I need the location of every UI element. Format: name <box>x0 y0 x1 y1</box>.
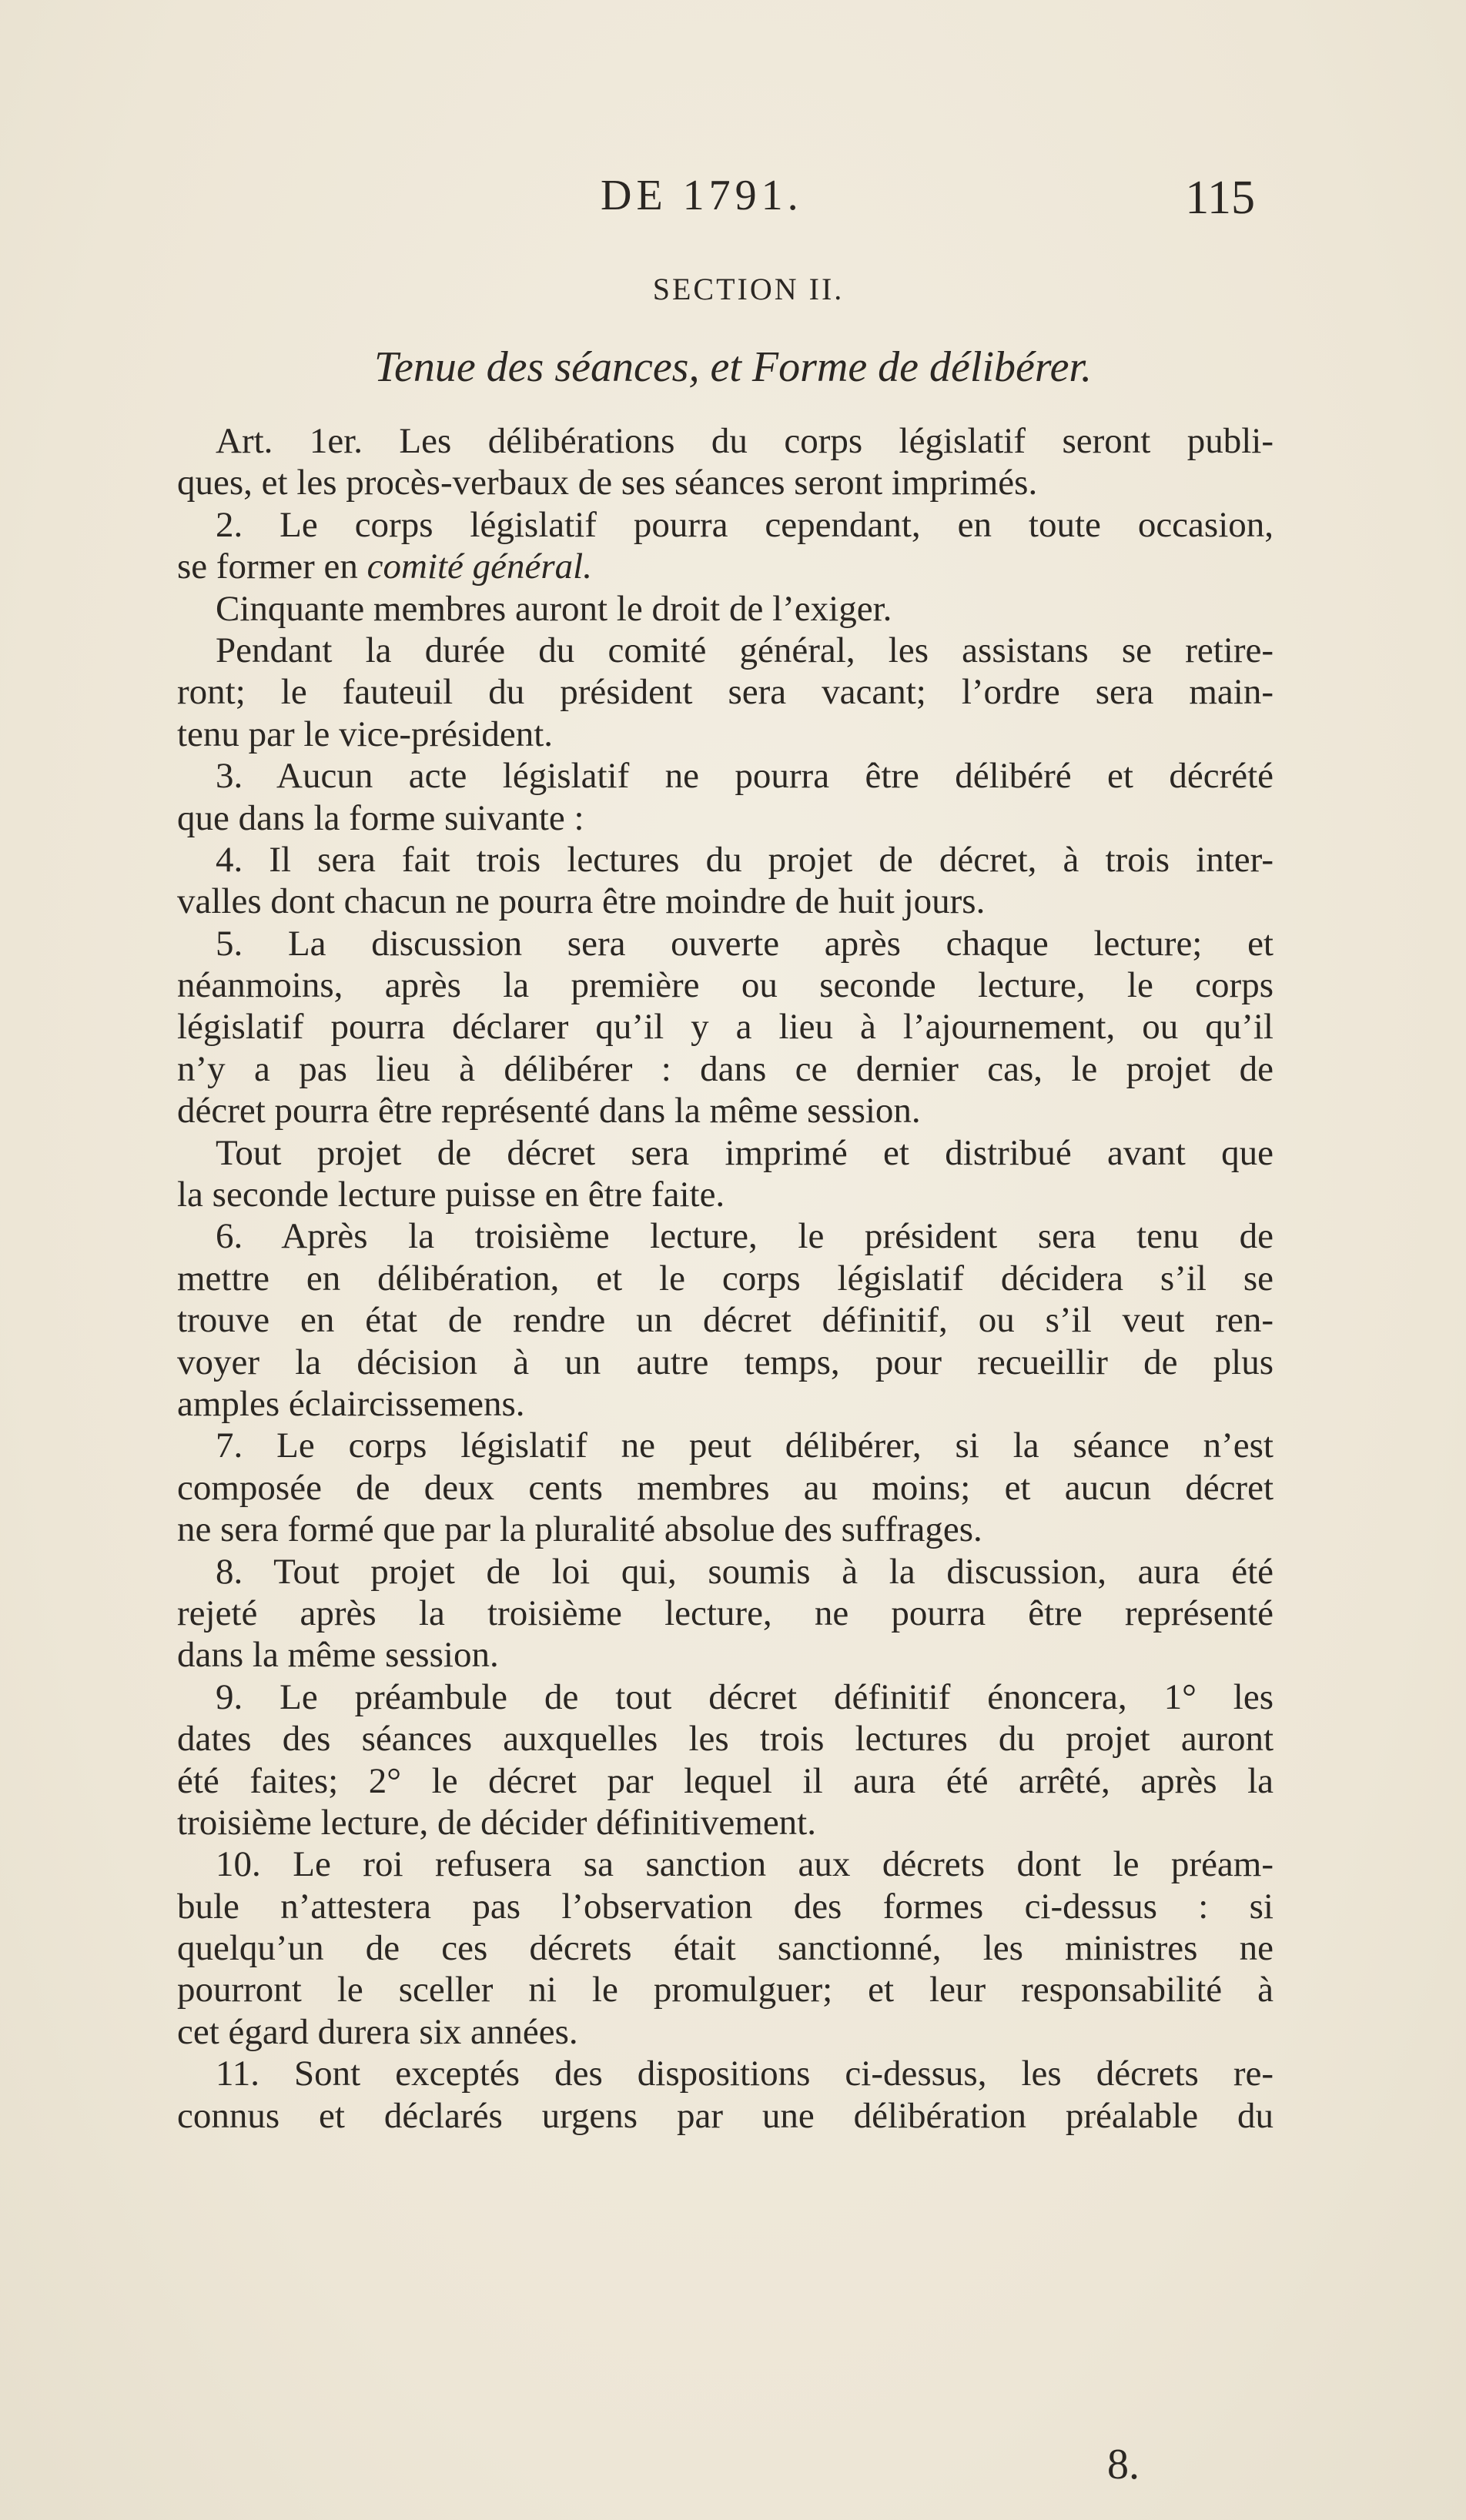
text-body <box>177 420 1274 2137</box>
text-line: ques, et les procès-verbaux de ses séances seront imprimés. <box>177 463 1038 503</box>
section-label: SECTION II. <box>652 272 845 306</box>
text-line: Tout projet de décret sera imprimé et distribué avant que <box>216 1132 1274 1173</box>
text-line: tenu par le vice-président. <box>177 714 554 754</box>
text-line: que dans la forme suivante : <box>177 797 584 838</box>
text-line: troisième lecture, de décider définitivement. <box>177 1802 816 1843</box>
text-line: rejeté après la troisième lecture, ne pourra être représenté <box>177 1593 1274 1633</box>
text-line: amples éclaircissemens. <box>177 1383 525 1424</box>
text-line: 2. Le corps législatif pourra cependant, en toute occasion, <box>216 504 1274 545</box>
text-line: se former en comité général. <box>177 546 592 587</box>
text-line: 11. Sont exceptés des dispositions ci-dessus, les décrets re- <box>216 2054 1274 2094</box>
page-number: 115 <box>1185 172 1255 224</box>
text-line: 7. Le corps législatif ne peut délibérer, si la séance n’est <box>216 1425 1274 1466</box>
running-head <box>177 171 1270 232</box>
text-line: 8. Tout projet de loi qui, soumis à la discussion, aura été <box>216 1551 1274 1592</box>
text-line: 5. La discussion sera ouverte après chaque lecture; et <box>216 923 1274 964</box>
text-line: ne sera formé que par la pluralité absolue des suffrages. <box>177 1509 982 1550</box>
text-line: été faites; 2° le décret par lequel il aura été arrêté, après la <box>177 1760 1274 1801</box>
text-line: 10. Le roi refusera sa sanction aux décrets dont le préam- <box>216 1844 1274 1885</box>
text-line: dates des séances auxquelles les trois lectures du projet auront <box>177 1719 1274 1760</box>
text-line: Pendant la durée du comité général, les assistans se retire- <box>216 630 1274 670</box>
signature-mark: 8. <box>1107 2441 1140 2488</box>
text-line: la seconde lecture puisse en être faite. <box>177 1175 725 1215</box>
text-line: néanmoins, après la première ou seconde lecture, le corps <box>177 965 1274 1006</box>
text-line: voyer la décision à un autre temps, pour recueillir de plus <box>177 1342 1274 1382</box>
section-title: Tenue des séances, et Forme de délibérer. <box>373 343 1093 391</box>
text-line: 6. Après la troisième lecture, le président sera tenu de <box>216 1216 1274 1257</box>
text-line: composée de deux cents membres au moins; et aucun décret <box>177 1467 1274 1508</box>
text-line: valles dont chacun ne pourra être moindre de huit jours. <box>177 881 986 922</box>
running-head-title: DE 1791. <box>601 172 803 219</box>
text-line: Art. 1er. Les délibérations du corps législatif seront publi- <box>216 421 1274 461</box>
text-line: 3. Aucun acte législatif ne pourra être délibéré et décrété <box>216 756 1274 797</box>
text-line: législatif pourra déclarer qu’il y a lieu à l’ajournement, ou qu’il <box>177 1007 1274 1048</box>
text-line: 9. Le préambule de tout décret définitif énoncera, 1° les <box>216 1676 1274 1717</box>
text-line: ront; le fauteuil du président sera vacant; l’ordre sera main- <box>177 672 1274 713</box>
text-line: n’y a pas lieu à délibérer : dans ce dernier cas, le projet de <box>177 1048 1274 1089</box>
text-line: dans la même session. <box>177 1635 499 1676</box>
text-line: mettre en délibération, et le corps législatif décidera s’il se <box>177 1258 1274 1298</box>
text-line: Cinquante membres auront le droit de l’exiger. <box>216 588 892 629</box>
text-line: décret pourra être représenté dans la même session. <box>177 1091 921 1131</box>
text-line: trouve en état de rendre un décret définitif, ou s’il veut ren- <box>177 1300 1274 1341</box>
text-line: pourront le sceller ni le promulguer; et leur responsabilité à <box>177 1970 1274 2010</box>
text-line: connus et déclarés urgens par une délibération préalable du <box>177 2095 1274 2136</box>
text-line: cet égard durera six années. <box>177 2011 578 2052</box>
text-line: quelqu’un de ces décrets était sanctionné, les ministres ne <box>177 1928 1274 1969</box>
text-line: bule n’attestera pas l’observation des formes ci-dessus : si <box>177 1886 1274 1927</box>
text-line: 4. Il sera fait trois lectures du projet de décret, à trois inter- <box>216 839 1274 880</box>
